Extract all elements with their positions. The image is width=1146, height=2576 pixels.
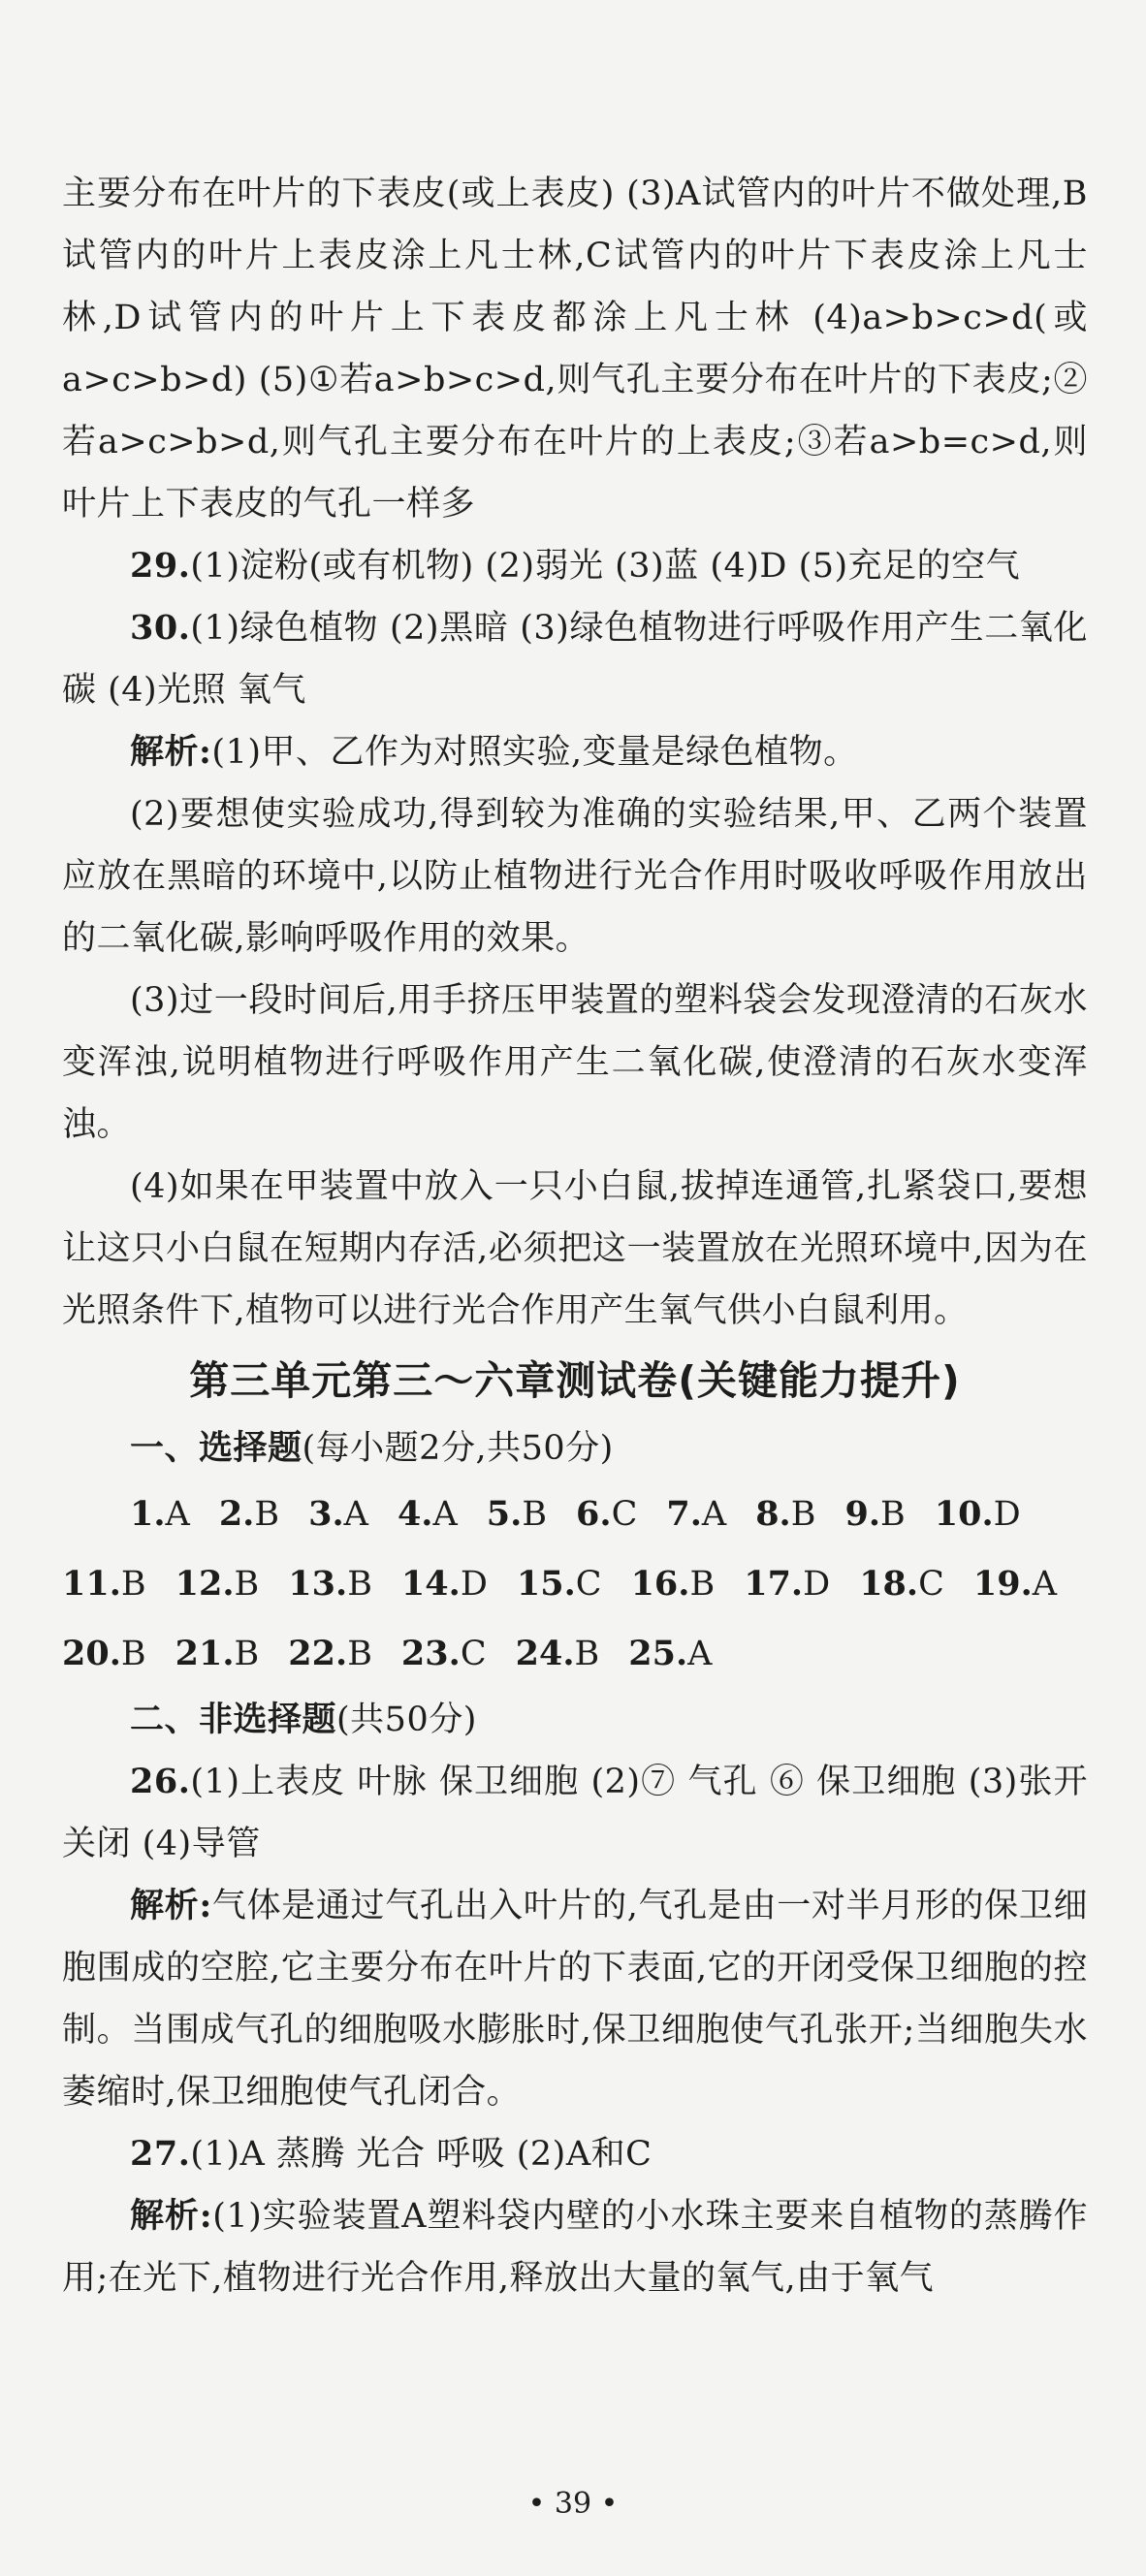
choice-letter: B — [522, 1495, 548, 1534]
answer-text: (1)A 蒸腾 光合 呼吸 (2)A和C — [190, 2135, 653, 2174]
explanation-text: (1)实验装置A塑料袋内壁的小水珠主要来自植物的蒸腾作用;在光下,植物进行光合作用,释放出大量的氧气,由于氧气 — [62, 2197, 1089, 2298]
choice-letter: B — [347, 1565, 372, 1604]
choice-answer — [130, 1479, 190, 1549]
choice-number: 14. — [400, 1564, 461, 1604]
explanation-text: (1)甲、乙作为对照实验,变量是绿色植物。 — [211, 733, 858, 772]
choice-number: 21. — [175, 1634, 235, 1673]
question-number: 26. — [130, 1762, 191, 1801]
choice-letter: D — [803, 1565, 831, 1604]
q30-explanation-2: (2)要想使实验成功,得到较为准确的实验结果,甲、乙两个装置应放在黑暗的环境中,以防止植物进行光合作用时吸收呼吸作用放出的二氧化碳,影响呼吸作用的效果。 — [62, 795, 1088, 958]
choice-number: 10. — [934, 1494, 994, 1534]
choice-answer — [62, 1549, 146, 1619]
choice-answer — [288, 1549, 372, 1619]
section-heading: 二、非选择题 — [130, 1700, 337, 1739]
choice-answer — [308, 1479, 368, 1549]
choice-number: 12. — [175, 1564, 235, 1604]
answer-row-1 — [62, 1479, 1088, 1549]
choice-number: 9. — [844, 1494, 881, 1534]
choice-number: 3. — [308, 1494, 344, 1534]
choice-number: 16. — [630, 1564, 690, 1604]
q27-explanation — [62, 2185, 1088, 2309]
choice-answer — [398, 1479, 458, 1549]
choice-number: 7. — [666, 1494, 702, 1534]
choice-number: 24. — [515, 1634, 575, 1673]
choice-letter: A — [165, 1495, 190, 1534]
choice-letter: C — [611, 1495, 638, 1534]
choice-answer — [288, 1619, 372, 1689]
question-number: 27. — [130, 2134, 191, 2174]
continued-answer-paragraph: 主要分布在叶片的下表皮(或上表皮) (3)A试管内的叶片不做处理,B试管内的叶片上表皮涂上凡士林,C试管内的叶片下表皮涂上凡士林,D试管内的叶片上下表皮都涂上凡士林 (4)a>b>c>d(或a>c>b>d) (5)①若a>b>c>d,则气孔主要分布在叶片的下表皮;②若a>c>b>d,则气孔主要分布在叶片的上表皮;③若a>b=c>d,则叶片上下表皮的气孔一样多 — [62, 175, 1088, 524]
choice-answer — [628, 1619, 712, 1689]
page-number: • 39 • — [527, 2487, 619, 2521]
choice-letter: B — [234, 1635, 260, 1673]
q26-explanation — [62, 1875, 1088, 2123]
choice-number: 13. — [288, 1564, 348, 1604]
choice-answer — [516, 1619, 600, 1689]
q30-explanation-1 — [62, 721, 1088, 783]
section-heading: 一、选择题 — [130, 1428, 302, 1468]
question-27 — [62, 2123, 1088, 2185]
choice-answer — [576, 1479, 637, 1549]
choice-number: 22. — [288, 1634, 348, 1673]
choice-number: 23. — [400, 1634, 461, 1673]
choice-letter: B — [120, 1635, 146, 1673]
answer-text: (1)绿色植物 (2)黑暗 (3)绿色植物进行呼吸作用产生二氧化碳 (4)光照 氧气 — [62, 609, 1088, 710]
choice-letter: B — [234, 1565, 260, 1604]
choice-letter: C — [575, 1565, 602, 1604]
choice-answer — [175, 1619, 260, 1689]
choice-letter: B — [574, 1635, 600, 1673]
choice-letter: D — [993, 1495, 1021, 1534]
choice-number: 8. — [755, 1494, 791, 1534]
choice-number: 19. — [972, 1564, 1033, 1604]
question-number: 30. — [130, 608, 191, 648]
choice-letter: C — [460, 1635, 487, 1673]
explanation-label: 解析: — [130, 2196, 213, 2236]
choice-answer — [973, 1549, 1057, 1619]
choice-number: 4. — [397, 1494, 433, 1534]
question-29 — [62, 535, 1088, 597]
choice-number: 6. — [576, 1494, 612, 1534]
choice-letter: A — [701, 1495, 727, 1534]
choice-letter: B — [790, 1495, 816, 1534]
section-nonchoice-heading — [62, 1689, 1088, 1751]
answer-text: (1)上表皮 叶脉 保卫细胞 (2)⑦ 气孔 ⑥ 保卫细胞 (3)张开 关闭 (4)导管 — [62, 1763, 1088, 1863]
choice-number: 11. — [62, 1564, 121, 1604]
choice-answer — [487, 1479, 547, 1549]
choice-number: 15. — [516, 1564, 576, 1604]
choice-answer — [401, 1619, 487, 1689]
choice-letter: A — [432, 1495, 458, 1534]
choice-number: 20. — [62, 1634, 121, 1673]
choice-answer — [219, 1479, 279, 1549]
choice-answer — [755, 1479, 815, 1549]
choice-number: 1. — [130, 1494, 166, 1534]
choice-answer — [744, 1549, 830, 1619]
choice-letter: C — [918, 1565, 944, 1604]
choice-letter: A — [343, 1495, 368, 1534]
choice-number: 2. — [218, 1494, 255, 1534]
choice-letter: D — [460, 1565, 488, 1604]
choice-number: 17. — [744, 1564, 804, 1604]
q30-explanation-4: (4)如果在甲装置中放入一只小白鼠,拔掉连通管,扎紧袋口,要想让这只小白鼠在短期内存活,必须把这一装置放在光照环境中,因为在光照条件下,植物可以进行光合作用产生氧气供小白鼠利用。 — [62, 1167, 1088, 1330]
choice-answer — [62, 1619, 146, 1689]
choice-answer — [631, 1549, 716, 1619]
choice-answer — [517, 1549, 602, 1619]
choice-number: 25. — [628, 1634, 688, 1673]
question-number: 29. — [130, 546, 191, 586]
section-note: (共50分) — [336, 1701, 477, 1739]
choice-answer — [844, 1479, 905, 1549]
explanation-label: 解析: — [130, 732, 212, 772]
choice-answer — [175, 1549, 260, 1619]
choice-letter: B — [880, 1495, 906, 1534]
choice-answer — [401, 1549, 488, 1619]
question-30 — [62, 597, 1088, 721]
answer-row-3 — [62, 1619, 1088, 1689]
choice-letter: B — [254, 1495, 280, 1534]
explanation-label: 解析: — [130, 1886, 212, 1925]
choice-answer — [666, 1479, 726, 1549]
choice-letter: B — [347, 1635, 372, 1673]
choice-number: 18. — [859, 1564, 919, 1604]
choice-letter: A — [1032, 1565, 1058, 1604]
question-26 — [62, 1751, 1088, 1875]
choice-letter: A — [687, 1635, 713, 1673]
choice-number: 5. — [486, 1494, 523, 1534]
answer-text: (1)淀粉(或有机物) (2)弱光 (3)蓝 (4)D (5)充足的空气 — [190, 547, 1021, 586]
choice-answer — [859, 1549, 944, 1619]
test-title: 第三单元第三～六章测试卷(关键能力提升) — [189, 1357, 961, 1404]
section-choice-heading — [62, 1417, 1088, 1479]
section-note: (每小题2分,共50分) — [302, 1429, 614, 1468]
choice-letter: B — [689, 1565, 716, 1604]
q30-explanation-3: (3)过一段时间后,用手挤压甲装置的塑料袋会发现澄清的石灰水变浑浊,说明植物进行呼吸作用产生二氧化碳,使澄清的石灰水变浑浊。 — [62, 981, 1088, 1144]
explanation-text: 气体是通过气孔出入叶片的,气孔是由一对半月形的保卫细胞围成的空腔,它主要分布在叶片的下表面,它的开闭受保卫细胞的控制。当围成气孔的细胞吸水膨胀时,保卫细胞使气孔张开;当细胞失水萎缩时,保卫细胞使气孔闭合。 — [62, 1887, 1088, 2112]
choice-letter: B — [120, 1565, 146, 1604]
choice-answer — [935, 1479, 1021, 1549]
answer-row-2 — [62, 1549, 1088, 1619]
